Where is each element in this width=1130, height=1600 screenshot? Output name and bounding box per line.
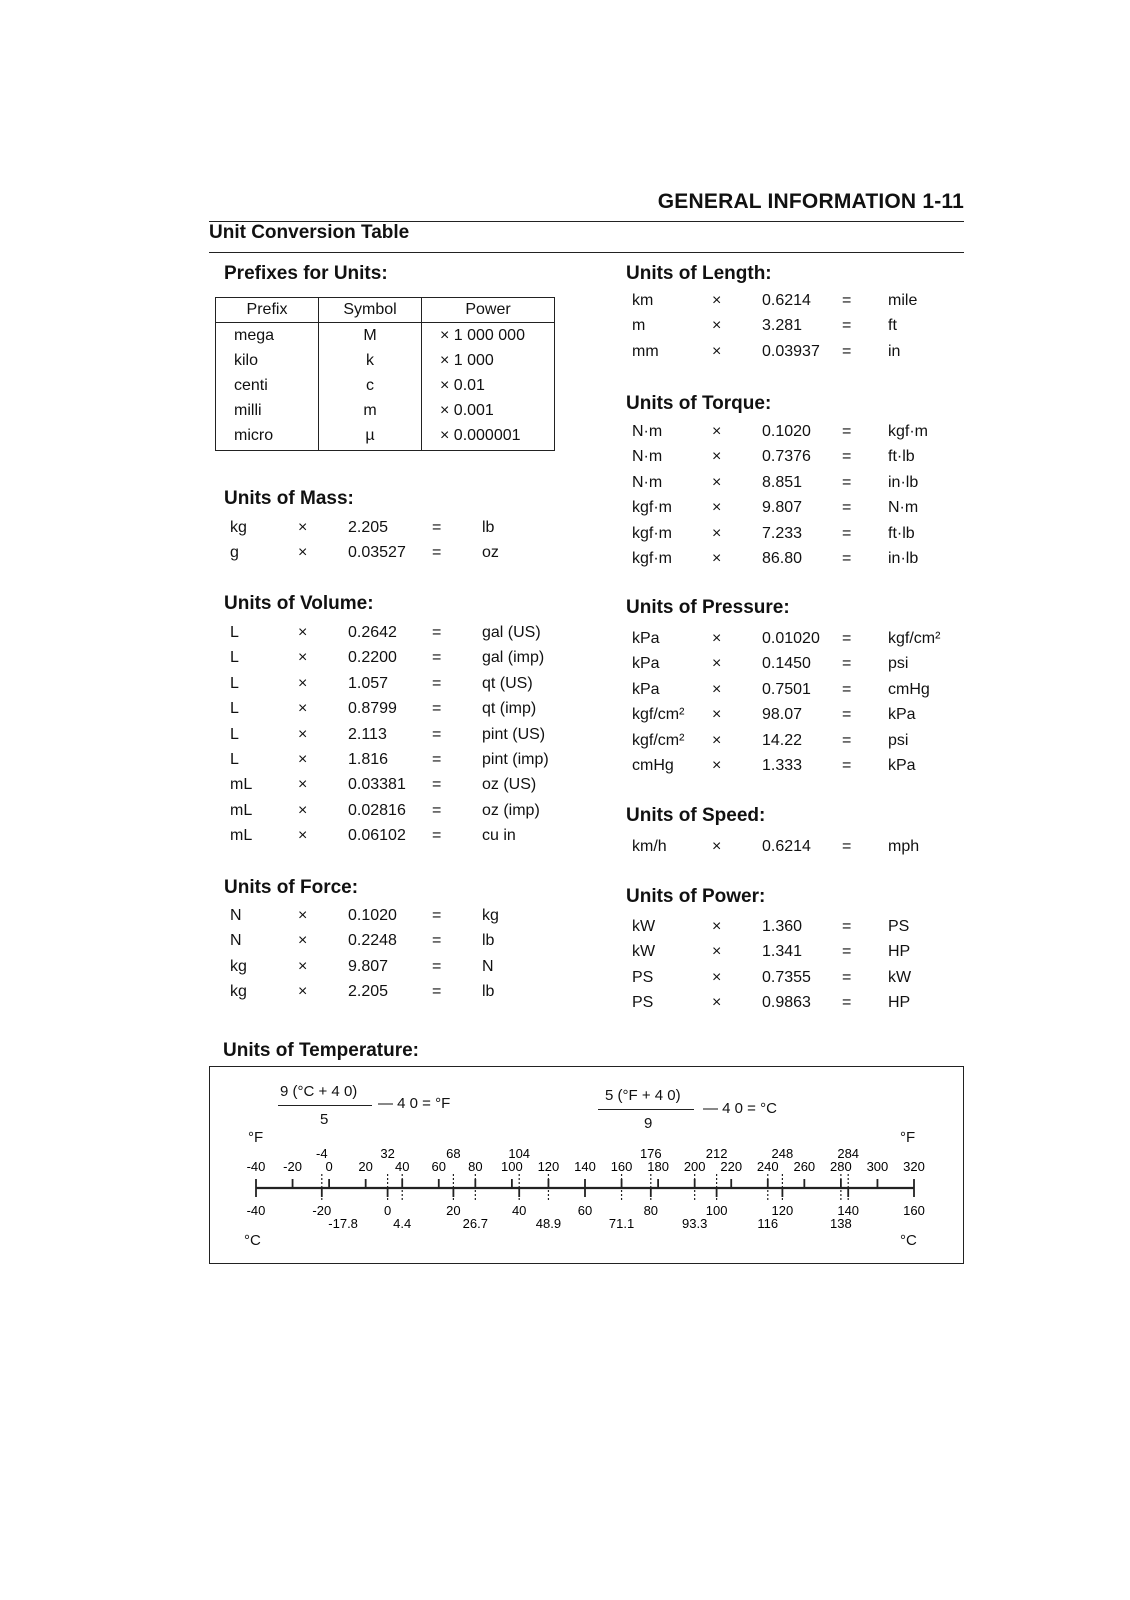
from-unit: N·m — [632, 448, 663, 466]
fahrenheit-tick-label: 220 — [720, 1159, 743, 1174]
fahrenheit-tick-label: 300 — [866, 1159, 889, 1174]
from-unit: kgf·m — [632, 550, 672, 567]
from-unit: g — [230, 544, 239, 562]
equals-sign: = — [842, 968, 852, 986]
fahrenheit-marker-label: -4 — [316, 1146, 328, 1161]
to-unit: cmHg — [888, 680, 930, 698]
prefix-name: micro — [216, 423, 319, 451]
from-unit: mL — [230, 801, 253, 819]
fahrenheit-tick-label: -20 — [283, 1159, 302, 1174]
section-title-power: Units of Power: — [626, 886, 766, 907]
section-title-torque: Units of Torque: — [626, 393, 772, 414]
factor: 1.333 — [762, 757, 803, 774]
celsius-tick-label: 120 — [771, 1203, 794, 1218]
fahrenheit-tick-label: 0 — [325, 1159, 333, 1174]
fahrenheit-tick-label: 80 — [468, 1159, 483, 1174]
celsius-tick-label: 0 — [383, 1203, 392, 1218]
from-unit: kW — [632, 943, 656, 961]
section-title-temperature: Units of Temperature: — [223, 1040, 420, 1061]
fahrenheit-marker-label: 284 — [837, 1146, 860, 1161]
section-title-prefixes: Prefixes for Units: — [224, 263, 388, 284]
equals-sign: = — [842, 655, 852, 673]
factor: 0.03937 — [762, 342, 820, 360]
factor: 0.6214 — [762, 838, 811, 855]
formula-c-to-f-denominator: 5 — [320, 1111, 329, 1128]
temperature-box — [209, 1066, 964, 1264]
factor: 7.233 — [762, 524, 803, 542]
column-header: Prefix — [216, 298, 319, 323]
equals-sign: = — [842, 448, 852, 466]
section-title-speed: Units of Speed: — [626, 805, 766, 826]
multiply-sign: × — [712, 994, 722, 1012]
formula-f-to-c-numerator: 5 (°F + 4 0) — [605, 1087, 681, 1104]
to-unit: pint (US) — [482, 725, 546, 743]
fahrenheit-marker-label: 176 — [639, 1146, 662, 1161]
factor: 9.807 — [348, 957, 389, 975]
factor: 0.02816 — [348, 801, 406, 819]
fahrenheit-unit-right: °F — [900, 1129, 916, 1146]
factor: 9.807 — [762, 499, 803, 517]
from-unit: kPa — [632, 680, 660, 698]
fahrenheit-tick-label: 280 — [830, 1159, 852, 1174]
factor: 8.851 — [762, 473, 803, 491]
prefix-symbol: µ — [319, 423, 422, 451]
prefix-row — [216, 323, 555, 349]
fahrenheit-tick-label: 240 — [756, 1159, 779, 1174]
multiply-sign: × — [298, 700, 308, 718]
factor: 14.22 — [762, 731, 803, 749]
factor: 1.057 — [348, 674, 389, 692]
fahrenheit-tick-label: 320 — [903, 1159, 925, 1174]
equals-sign: = — [432, 624, 442, 641]
to-unit: cu in — [482, 827, 516, 845]
factor: 1.341 — [762, 943, 803, 961]
factor: 2.205 — [348, 519, 389, 536]
prefix-table — [215, 297, 555, 451]
equals-sign: = — [842, 423, 852, 440]
celsius-marker-label: 26.7 — [462, 1216, 488, 1231]
equals-sign: = — [842, 499, 852, 517]
multiply-sign: × — [298, 907, 308, 924]
to-unit: oz — [482, 544, 499, 562]
multiply-sign: × — [298, 674, 308, 692]
multiply-sign: × — [712, 550, 722, 567]
from-unit: kPa — [632, 655, 660, 673]
fahrenheit-marker-label: 68 — [446, 1146, 461, 1161]
celsius-tick-label: 40 — [511, 1203, 527, 1218]
multiply-sign: × — [712, 423, 722, 440]
equals-sign: = — [842, 524, 852, 542]
multiply-sign: × — [712, 943, 722, 961]
multiply-sign: × — [298, 932, 308, 950]
to-unit: gal (imp) — [482, 649, 545, 667]
multiply-sign: × — [712, 524, 722, 542]
to-unit: oz (imp) — [482, 801, 540, 819]
fahrenheit-marker-label: 104 — [508, 1146, 531, 1161]
from-unit: N — [230, 932, 242, 950]
prefix-symbol: k — [319, 348, 422, 373]
section-title-force: Units of Force: — [224, 877, 359, 898]
factor: 0.1020 — [348, 907, 397, 924]
to-unit: pint (imp) — [482, 751, 549, 768]
to-unit: qt (imp) — [482, 700, 537, 718]
fahrenheit-tick-label: 120 — [537, 1159, 560, 1174]
fahrenheit-marker-label: 32 — [380, 1146, 395, 1161]
equals-sign: = — [432, 649, 442, 667]
equals-sign: = — [842, 943, 852, 961]
from-unit: mm — [632, 342, 659, 360]
equals-sign: = — [432, 932, 442, 950]
to-unit: ft — [888, 317, 897, 335]
from-unit: L — [230, 624, 239, 641]
formula-f-to-c-denominator: 9 — [644, 1115, 653, 1132]
fahrenheit-tick-label: 60 — [431, 1159, 447, 1174]
celsius-tick-label: 100 — [705, 1203, 728, 1218]
document-subtitle: Unit Conversion Table — [209, 222, 410, 243]
from-unit: km/h — [632, 838, 667, 855]
multiply-sign: × — [298, 983, 308, 1001]
to-unit: kW — [888, 968, 912, 986]
factor: 0.1020 — [762, 423, 811, 440]
factor: 2.113 — [348, 725, 387, 743]
multiply-sign: × — [298, 957, 308, 975]
multiply-sign: × — [712, 731, 722, 749]
to-unit: kgf/cm² — [888, 630, 941, 647]
to-unit: HP — [888, 943, 911, 961]
equals-sign: = — [842, 757, 852, 774]
column-header: Power — [422, 298, 555, 323]
multiply-sign: × — [712, 706, 722, 724]
fahrenheit-tick-label: 160 — [610, 1159, 633, 1174]
multiply-sign: × — [712, 499, 722, 517]
celsius-unit-left: °C — [244, 1232, 261, 1249]
multiply-sign: × — [712, 630, 722, 647]
multiply-sign: × — [712, 968, 722, 986]
from-unit: mL — [230, 827, 253, 845]
section-title-pressure: Units of Pressure: — [626, 597, 790, 618]
fahrenheit-tick-label: 200 — [683, 1159, 706, 1174]
from-unit: m — [632, 317, 646, 335]
multiply-sign: × — [298, 801, 308, 819]
to-unit: in·lb — [888, 550, 919, 567]
celsius-marker-label: 93.3 — [682, 1216, 708, 1231]
equals-sign: = — [432, 519, 442, 536]
from-unit: N·m — [632, 423, 663, 440]
to-unit: lb — [482, 932, 495, 950]
celsius-tick-label: 60 — [577, 1203, 593, 1218]
equals-sign: = — [842, 292, 852, 309]
equals-sign: = — [432, 957, 442, 975]
celsius-tick-label: 140 — [837, 1203, 860, 1218]
from-unit: kgf/cm² — [632, 706, 685, 724]
from-unit: kgf·m — [632, 499, 672, 517]
factor: 86.80 — [762, 550, 803, 567]
prefix-power: × 0.000001 — [422, 423, 555, 451]
prefix-power: × 0.001 — [422, 398, 555, 423]
multiply-sign: × — [712, 838, 722, 855]
prefix-symbol: M — [319, 323, 422, 349]
factor: 3.281 — [762, 317, 803, 335]
celsius-tick-label: 80 — [643, 1203, 659, 1218]
temperature-scale — [210, 1067, 963, 1263]
multiply-sign: × — [298, 519, 308, 536]
prefix-power: × 1 000 — [422, 348, 555, 373]
factor: 0.2642 — [348, 624, 397, 641]
from-unit: kg — [230, 957, 247, 975]
celsius-marker-label: 4.4 — [393, 1216, 412, 1231]
to-unit: lb — [482, 519, 495, 536]
equals-sign: = — [842, 994, 852, 1012]
prefix-row — [216, 398, 555, 423]
equals-sign: = — [842, 473, 852, 491]
factor: 0.9863 — [762, 994, 811, 1012]
from-unit: L — [230, 674, 239, 692]
equals-sign: = — [842, 838, 852, 855]
factor: 2.205 — [348, 983, 389, 1001]
multiply-sign: × — [712, 342, 722, 360]
formula-f-to-c-rest: — 4 0 = °C — [703, 1100, 777, 1117]
multiply-sign: × — [298, 649, 308, 667]
fahrenheit-tick-label: 40 — [394, 1159, 410, 1174]
multiply-sign: × — [712, 448, 722, 466]
multiply-sign: × — [298, 776, 308, 794]
fahrenheit-tick-label: 100 — [501, 1159, 523, 1174]
celsius-marker-label: 116 — [757, 1216, 779, 1231]
to-unit: psi — [888, 731, 909, 749]
factor: 0.01020 — [762, 630, 820, 647]
celsius-marker-label: 48.9 — [535, 1216, 562, 1231]
from-unit: L — [230, 725, 239, 743]
from-unit: cmHg — [632, 757, 674, 774]
equals-sign: = — [842, 550, 852, 567]
section-title-mass: Units of Mass: — [224, 488, 354, 509]
equals-sign: = — [432, 801, 442, 819]
celsius-tick-label: 160 — [903, 1203, 925, 1218]
fahrenheit-unit-left: °F — [248, 1129, 264, 1146]
factor: 0.2200 — [348, 649, 397, 667]
from-unit: kW — [632, 918, 656, 935]
to-unit: in·lb — [888, 473, 919, 491]
prefix-row — [216, 348, 555, 373]
multiply-sign: × — [712, 757, 722, 774]
fahrenheit-marker-label: 212 — [705, 1146, 728, 1161]
formula-c-to-f-numerator: 9 (°C + 4 0) — [280, 1083, 358, 1100]
from-unit: km — [632, 292, 654, 309]
equals-sign: = — [842, 706, 852, 724]
celsius-marker-label: 138 — [830, 1216, 852, 1231]
fahrenheit-tick-label: 180 — [647, 1159, 669, 1174]
factor: 0.1450 — [762, 655, 811, 673]
prefix-table-header — [216, 298, 555, 323]
prefix-power: × 0.01 — [422, 373, 555, 398]
to-unit: gal (US) — [482, 624, 541, 641]
factor: 0.7376 — [762, 448, 811, 466]
to-unit: kPa — [888, 757, 916, 774]
prefix-name: milli — [216, 398, 319, 423]
to-unit: lb — [482, 983, 495, 1001]
equals-sign: = — [432, 544, 442, 562]
prefix-power: × 1 000 000 — [422, 323, 555, 349]
factor: 98.07 — [762, 706, 803, 724]
equals-sign: = — [432, 776, 442, 794]
subtitle-rule — [209, 252, 964, 253]
celsius-tick-label: 20 — [446, 1203, 461, 1218]
multiply-sign: × — [712, 680, 722, 698]
multiply-sign: × — [298, 544, 308, 562]
factor: 0.6214 — [762, 292, 811, 309]
equals-sign: = — [842, 342, 852, 360]
formula-c-to-f-rest: — 4 0 = °F — [378, 1095, 451, 1112]
factor: 0.03381 — [348, 776, 406, 794]
multiply-sign: × — [712, 918, 722, 935]
multiply-sign: × — [298, 624, 308, 641]
factor: 0.06102 — [348, 827, 406, 845]
from-unit: N — [230, 907, 242, 924]
from-unit: PS — [632, 968, 654, 986]
equals-sign: = — [432, 827, 442, 845]
fahrenheit-tick-label: 20 — [358, 1159, 373, 1174]
factor: 0.03527 — [348, 544, 406, 562]
fahrenheit-tick-label: -40 — [246, 1159, 266, 1174]
to-unit: N·m — [888, 499, 919, 517]
section-title-volume: Units of Volume: — [224, 593, 374, 614]
from-unit: L — [230, 649, 239, 667]
prefix-name: mega — [216, 323, 319, 349]
from-unit: L — [230, 700, 239, 718]
to-unit: PS — [888, 918, 910, 935]
fahrenheit-marker-label: 248 — [771, 1146, 794, 1161]
prefix-symbol: c — [319, 373, 422, 398]
equals-sign: = — [842, 918, 852, 935]
to-unit: kg — [482, 907, 499, 924]
multiply-sign: × — [712, 292, 722, 309]
section-title-length: Units of Length: — [626, 263, 772, 284]
factor: 1.360 — [762, 918, 803, 935]
factor: 0.7501 — [762, 680, 811, 698]
from-unit: L — [230, 751, 239, 768]
multiply-sign: × — [298, 827, 308, 845]
to-unit: ft·lb — [888, 524, 915, 542]
celsius-marker-label: 71.1 — [608, 1216, 635, 1231]
celsius-tick-label: -20 — [312, 1203, 332, 1218]
factor: 0.7355 — [762, 968, 811, 986]
from-unit: kgf/cm² — [632, 731, 685, 749]
equals-sign: = — [432, 983, 442, 1001]
from-unit: kg — [230, 983, 247, 1001]
celsius-tick-label: -40 — [246, 1203, 266, 1218]
equals-sign: = — [842, 731, 852, 749]
column-header: Symbol — [319, 298, 422, 323]
to-unit: kgf·m — [888, 423, 928, 440]
from-unit: mL — [230, 776, 253, 794]
to-unit: N — [482, 957, 494, 975]
factor: 1.816 — [348, 751, 389, 768]
celsius-marker-label: -17.8 — [328, 1216, 358, 1231]
multiply-sign: × — [298, 751, 308, 768]
multiply-sign: × — [712, 317, 722, 335]
equals-sign: = — [432, 907, 442, 924]
equals-sign: = — [842, 317, 852, 335]
from-unit: kg — [230, 519, 247, 536]
prefix-name: kilo — [216, 348, 319, 373]
from-unit: kPa — [632, 630, 660, 647]
from-unit: kgf·m — [632, 524, 672, 542]
from-unit: N·m — [632, 473, 663, 491]
multiply-sign: × — [298, 725, 308, 743]
prefix-row — [216, 423, 555, 451]
to-unit: qt (US) — [482, 674, 533, 692]
page-title: GENERAL INFORMATION 1-11 — [657, 190, 964, 213]
factor: 0.2248 — [348, 932, 397, 950]
equals-sign: = — [842, 630, 852, 647]
to-unit: oz (US) — [482, 776, 537, 794]
fahrenheit-tick-label: 140 — [574, 1159, 596, 1174]
prefix-name: centi — [216, 373, 319, 398]
to-unit: mph — [888, 838, 920, 855]
to-unit: psi — [888, 655, 909, 673]
factor: 0.8799 — [348, 700, 397, 718]
fahrenheit-tick-label: 260 — [793, 1159, 816, 1174]
equals-sign: = — [842, 680, 852, 698]
equals-sign: = — [432, 674, 442, 692]
multiply-sign: × — [712, 473, 722, 491]
equals-sign: = — [432, 700, 442, 718]
to-unit: mile — [888, 292, 918, 309]
celsius-unit-right: °C — [900, 1232, 917, 1249]
prefix-symbol: m — [319, 398, 422, 423]
equals-sign: = — [432, 725, 442, 743]
equals-sign: = — [432, 751, 442, 768]
prefix-row — [216, 373, 555, 398]
to-unit: HP — [888, 994, 911, 1012]
to-unit: ft·lb — [888, 448, 915, 466]
to-unit: kPa — [888, 706, 916, 724]
multiply-sign: × — [712, 655, 722, 673]
to-unit: in — [888, 342, 901, 360]
from-unit: PS — [632, 994, 654, 1012]
